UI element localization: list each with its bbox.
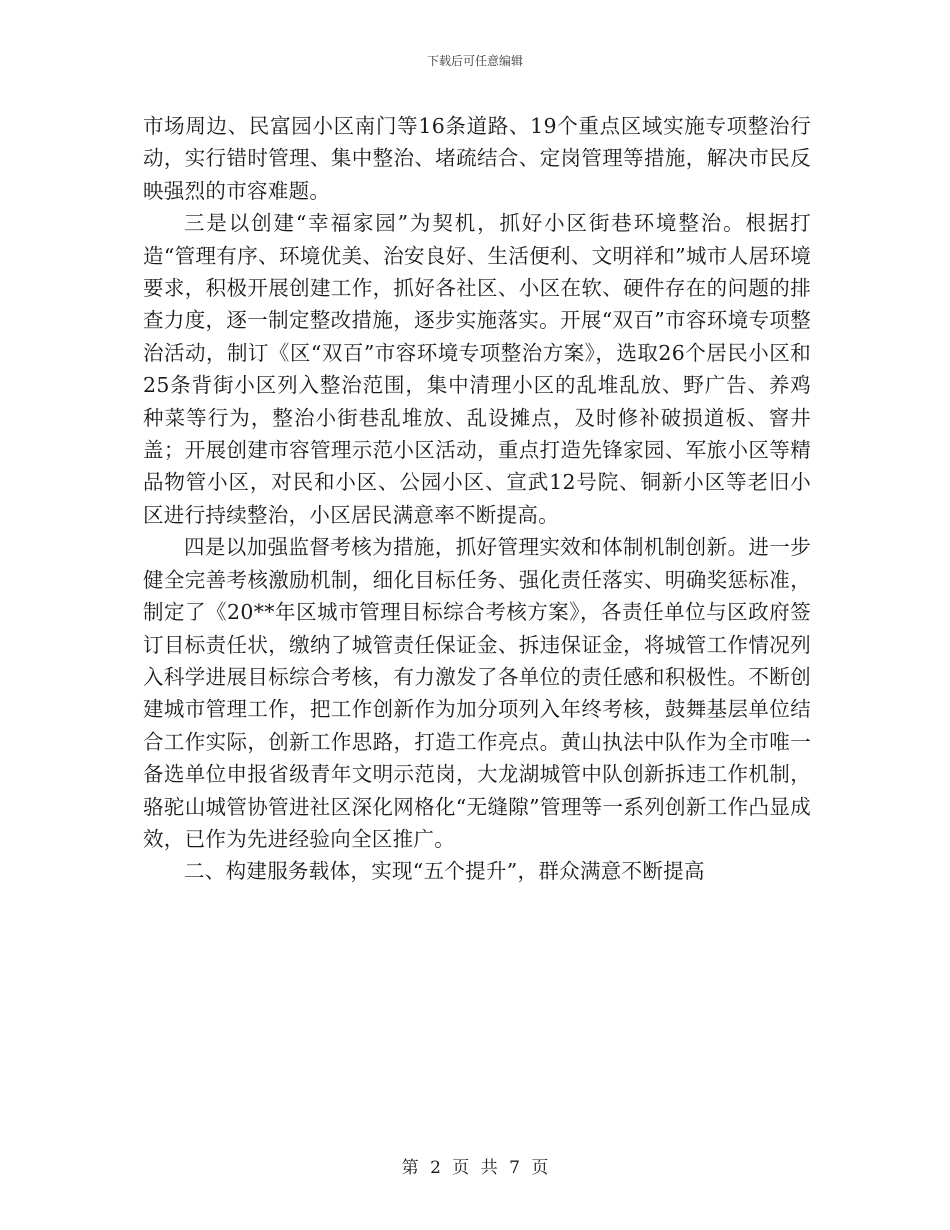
document-body [143, 110, 811, 888]
paragraph-3: 四是以加强监督考核为措施，抓好管理实效和体制机制创新。进一步健全完善考核激励机制，细化目标任务、强化责任落实、明确奖惩标准，制定了《20**年区城市管理目标综合考核方案》，各责任单位与区政府签订目标责任状，缴纳了城管责任保证金、拆违保证金，将城管工作情况列入科学进展目标综合考核，有力激发了各单位的责任感和积极性。不断创建城市管理工作，把工作创新作为加分项列入年终考核，鼓舞基层单位结合工作实际，创新工作思路，打造工作亮点。黄山执法中队作为全市唯一备选单位申报省级青年文明示范岗，大龙湖城管中队创新拆违工作机制，骆驼山城管协管进社区深化网格化“无缝隙”管理等一系列创新工作凸显成效，已作为先进经验向全区推广。 [143, 535, 811, 851]
section-heading: 二、构建服务载体，实现“五个提升”，群众满意不断提高 [184, 859, 705, 884]
page-number: 第 2 页 共 7 页 [401, 1158, 549, 1178]
paragraph-2: 三是以创建“幸福家园”为契机，抓好小区街巷环境整治。根据打造“管理有序、环境优美、治安良好、生活便利、文明祥和”城市人居环境要求，积极开展创建工作，抓好各社区、小区在软、硬件存在的问题的排查力度，逐一制定整改措施，逐步实施落实。开展“双百”市容环境专项整治活动，制订《区“双百”市容环境专项整治方案》，选取26个居民小区和25条背街小区列入整治范围，集中清理小区的乱堆乱放、野广告、养鸡种菜等行为，整治小街巷乱堆放、乱设摊点，及时修补破损道板、窨井盖；开展创建市容管理示范小区活动，重点打造先锋家园、军旅小区等精品物管小区，对民和小区、公园小区、宣武12号院、铜新小区等老旧小区进行持续整治，小区居民满意率不断提高。 [143, 211, 811, 527]
page-header: 下载后可任意编辑 [426, 54, 523, 68]
paragraph-1: 市场周边、民富园小区南门等16条道路、19个重点区域实施专项整治行动，实行错时管理、集中整治、堵疏结合、定岗管理等措施，解决市民反映强烈的市容难题。 [143, 114, 811, 203]
